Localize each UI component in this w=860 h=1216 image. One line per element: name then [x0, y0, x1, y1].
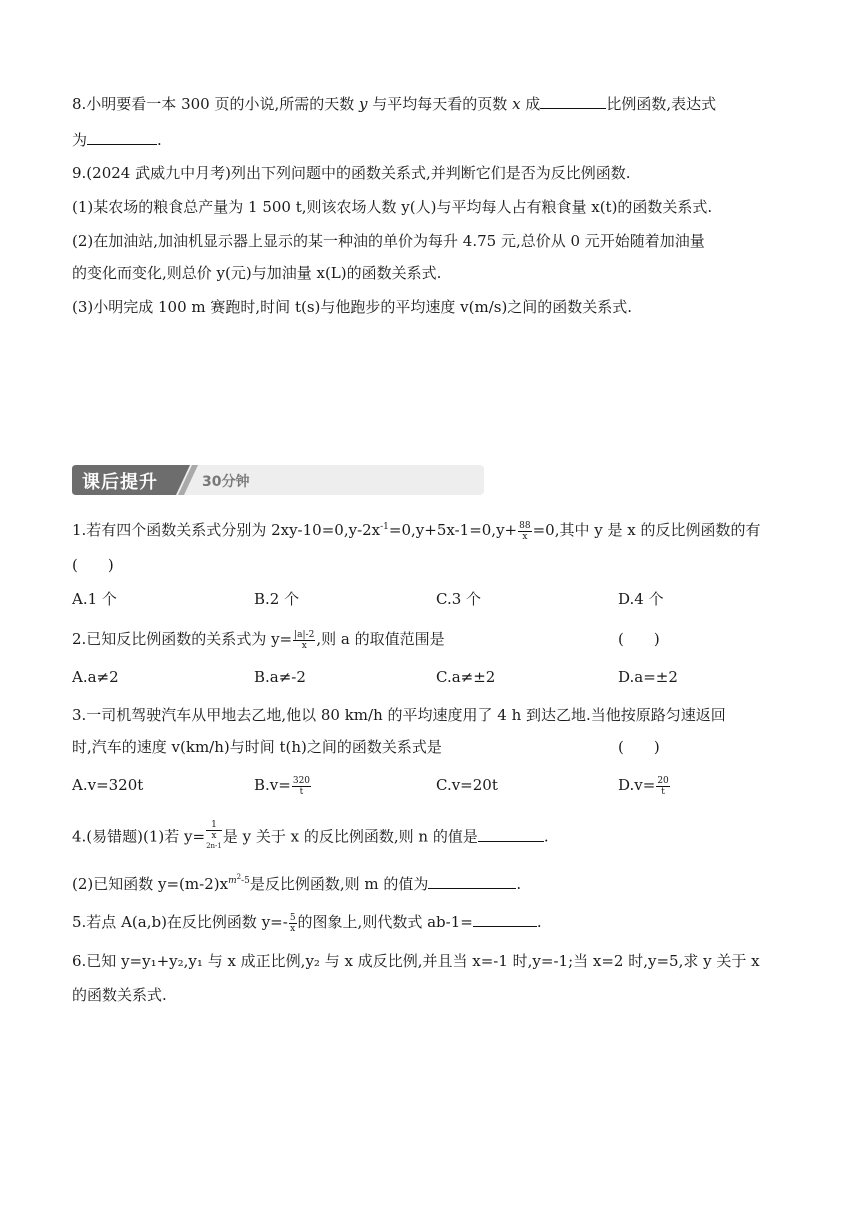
p2-fraction	[293, 630, 315, 651]
q9-title: 9.(2024 武威九中月考)列出下列问题中的函数关系式,并判断它们是否为反比例函数.	[72, 164, 631, 182]
answer-blank[interactable]	[428, 872, 516, 889]
denominator-exponent: 2n-1	[206, 842, 222, 850]
p4-text: .	[516, 875, 522, 893]
p5-fraction	[289, 913, 297, 934]
p4-text: .	[543, 827, 549, 846]
p1-stem	[72, 516, 760, 542]
q8-text: 比例函数,表达式	[606, 95, 717, 113]
fraction-numerator: 5	[289, 912, 296, 923]
q9-sub2a: (2)在加油站,加油机显示器上显示的某一种油的单价为每升 4.75 元,总价从 0 元开始随着加油量	[72, 232, 705, 250]
fraction-denominator: x	[290, 923, 296, 934]
p5-stem	[72, 910, 542, 934]
p4-part2	[72, 866, 521, 895]
answer-blank[interactable]	[473, 910, 537, 927]
fraction-numerator: 320	[292, 775, 311, 786]
option-text: D.v=	[618, 776, 656, 794]
p2-text: 2.已知反比例函数的关系式为 y=	[72, 630, 293, 648]
p2-option-c[interactable]: C.a≠±2	[436, 668, 496, 686]
exponent-base: m	[228, 876, 237, 886]
p6-line2: 的函数关系式.	[72, 986, 167, 1004]
section-banner	[72, 465, 484, 495]
p2-paren[interactable]: ( )	[618, 630, 660, 648]
p1-option-d[interactable]: D.4 个	[618, 590, 664, 608]
p5-text: 的图象上,则代数式 ab-1=	[297, 913, 473, 931]
p1-text: =0,y+5x-1=0,y+	[388, 521, 518, 539]
exponent-power: 2	[236, 873, 242, 881]
p5-text: 5.若点 A(a,b)在反比例函数 y=-	[72, 913, 288, 931]
p5-text: .	[536, 913, 542, 931]
p1-exponent: -1	[380, 522, 389, 532]
p1-option-b[interactable]: B.2 个	[254, 590, 300, 608]
p4-text: 是反比例函数,则 m 的值为	[249, 875, 429, 893]
banner-time: 30分钟	[202, 474, 250, 490]
q8-text: 为	[72, 131, 88, 149]
p3-option-c[interactable]: C.v=20t	[436, 776, 498, 794]
fraction-numerator: |a|-2	[294, 629, 315, 640]
p1-option-c[interactable]: C.3 个	[436, 590, 482, 608]
answer-blank[interactable]	[478, 825, 544, 842]
p3-optb-fraction	[292, 776, 311, 797]
q9-sub3: (3)小明完成 100 m 赛跑时,时间 t(s)与他跑步的平均速度 v(m/s)之间的函数关系式.	[72, 298, 633, 316]
p1-text: =0,其中 y 是 x 的反比例函数的有	[532, 521, 761, 539]
p1-option-a[interactable]: A.1 个	[72, 590, 117, 608]
denominator-base: x	[211, 831, 217, 841]
fraction-denominator: t	[661, 786, 665, 797]
fraction-numerator: 20	[657, 775, 669, 786]
p6-line1: 6.已知 y=y₁+y₂,y₁ 与 x 成正比例,y₂ 与 x 成反比例,并且当 x=-1 时,y=-1;当 x=2 时,y=5,求 y 关于 x	[72, 952, 760, 970]
fraction-denominator: x	[301, 640, 307, 651]
fraction-denominator	[206, 831, 222, 855]
p3-option-a[interactable]: A.v=320t	[72, 776, 144, 794]
p3-paren[interactable]: ( )	[618, 738, 660, 756]
answer-blank[interactable]	[87, 128, 157, 145]
p2-option-d[interactable]: D.a=±2	[618, 668, 678, 686]
q8-var-x: x	[512, 95, 521, 113]
p4-text: 4.(易错题)(1)若 y=	[72, 827, 206, 846]
q8-text: .	[157, 131, 162, 149]
p1-fraction	[518, 521, 531, 542]
p2-text: ,则 a 的取值范围是	[316, 630, 445, 648]
p4-part1	[72, 820, 549, 855]
fraction-numerator: 1	[206, 820, 222, 831]
p1-paren[interactable]: ( )	[72, 556, 114, 574]
fraction-denominator: x	[522, 531, 528, 542]
p3-option-b[interactable]	[254, 774, 312, 797]
answer-blank[interactable]	[540, 92, 606, 109]
p3-optd-fraction	[656, 776, 669, 797]
p3-line1: 3.一司机驾驶汽车从甲地去乙地,他以 80 km/h 的平均速度用了 4 h 到达乙地.当他按原路匀速返回	[72, 706, 726, 724]
p2-option-a[interactable]: A.a≠2	[72, 668, 119, 686]
p1-text: 1.若有四个函数关系式分别为 2xy-10=0,y-2x	[72, 521, 381, 539]
q8-text: 成	[520, 95, 541, 113]
q8-line1	[72, 92, 716, 115]
banner-title: 课后提升	[82, 472, 158, 493]
fraction-denominator: t	[299, 786, 304, 797]
p4-exponent	[228, 873, 250, 886]
option-text: B.v=	[254, 776, 291, 794]
p2-stem	[72, 628, 445, 651]
p3-line2: 时,汽车的速度 v(km/h)与时间 t(h)之间的函数关系式是	[72, 738, 442, 756]
p4-fraction	[206, 820, 222, 855]
exponent-rest: -5	[241, 876, 250, 886]
q8-text: 8.小明要看一本 300 页的小说,所需的天数	[72, 95, 360, 113]
fraction-numerator: 88	[519, 520, 531, 531]
p2-option-b[interactable]: B.a≠-2	[254, 668, 306, 686]
p4-text: 是 y 关于 x 的反比例函数,则 n 的值是	[222, 827, 478, 846]
q9-sub2b: 的变化而变化,则总价 y(元)与加油量 x(L)的函数关系式.	[72, 264, 442, 282]
q9-sub1: (1)某农场的粮食总产量为 1 500 t,则该农场人数 y(人)与平均每人占有粮食量 x(t)的函数关系式.	[72, 198, 713, 216]
q8-line2	[72, 128, 162, 151]
p3-option-d[interactable]	[618, 774, 671, 797]
p4-text: (2)已知函数 y=(m-2)x	[72, 875, 229, 893]
q8-text: 与平均每天看的页数	[367, 95, 513, 113]
q8-var-y: y	[359, 95, 368, 113]
